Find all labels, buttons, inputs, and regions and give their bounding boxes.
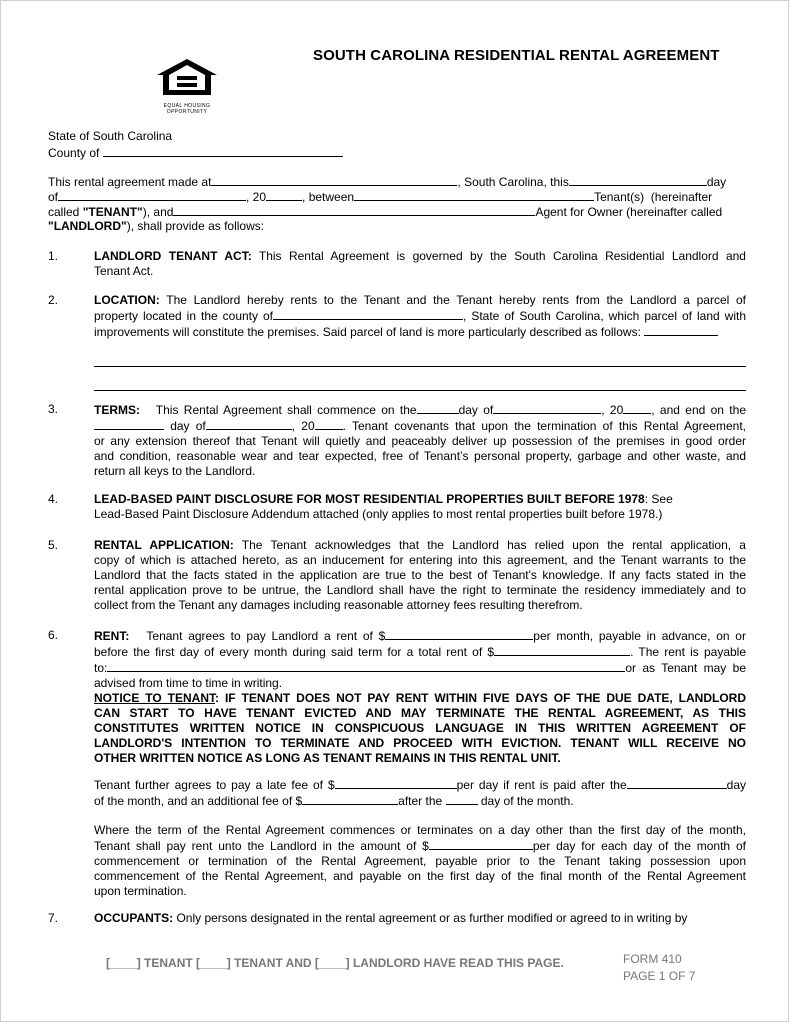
description-blank — [644, 324, 718, 336]
notice-heading: NOTICE TO TENANT — [94, 691, 215, 705]
section-number: 2. — [48, 293, 59, 307]
rent-amount-blank — [385, 628, 533, 640]
county-label: County of — [48, 146, 100, 160]
notice-text: OTHER WRITTEN NOTICE AS LONG AS TENANT REMAINS IN THIS RENTAL UNIT. — [94, 751, 561, 765]
notice-text: LANDLORD'S INTENTION TO TERMINATE AND PROCEED WITH EVICTION. TENANT WILL RECEIVE NO — [94, 736, 746, 750]
section-lead-paint — [94, 492, 746, 522]
section-text: commencement of the Rental Agreement, and payable on the first day of the final month of the Rental Agreement — [94, 869, 746, 883]
end-month-blank — [206, 418, 292, 430]
document-title: SOUTH CAROLINA RESIDENTIAL RENTAL AGREEMENT — [313, 47, 720, 64]
additional-day-blank — [446, 793, 478, 805]
intro-text: Tenant(s) — [594, 190, 645, 204]
intro-line-3 — [48, 204, 746, 220]
section-text: Lead-Based Paint Disclosure Addendum attached (only applies to most rental properties built before 1978.) — [94, 507, 663, 521]
late-fee-paragraph — [94, 777, 746, 809]
total-rent-blank — [494, 644, 630, 656]
landlord-term: "LANDLORD" — [48, 219, 127, 233]
page-number: PAGE 1 OF 7 — [623, 969, 696, 983]
section-text: day of the month. — [480, 794, 574, 808]
intro-text: of — [48, 190, 59, 204]
section-text: This Rental Agreement shall commence on the — [155, 403, 417, 417]
section-heading: TERMS: — [94, 403, 140, 417]
start-month-blank — [493, 402, 601, 414]
section-number: 6. — [48, 628, 59, 642]
section-text: and condition, reasonable wear and tear expected, free of Tenant’s personal property, garbage and other waste, and — [94, 449, 746, 463]
initials-footer: [____] TENANT [____] TENANT AND [____] LANDLORD HAVE READ THIS PAGE. — [106, 956, 564, 970]
per-day-amount-blank — [429, 838, 533, 850]
section-text: , 20 — [291, 419, 315, 433]
tenant-name-blank — [354, 189, 594, 201]
county-property-blank — [273, 308, 463, 320]
intro-text: Agent for Owner (hereinafter called — [535, 205, 723, 219]
intro-line-2 — [48, 189, 746, 205]
section-text: Only persons designated in the rental agreement or as further modified or agreed to in writing by — [176, 911, 688, 925]
intro-text: , 20 — [246, 190, 267, 204]
intro-line-4 — [48, 219, 264, 234]
equal-housing-logo — [155, 57, 219, 115]
section-text: collect from the Tenant any damages including reasonable attorney fees resulting therefrom. — [94, 598, 583, 612]
section-text: upon termination. — [94, 884, 187, 898]
section-occupants — [94, 911, 746, 926]
equal-housing-opportunity-icon — [155, 57, 219, 97]
section-text: . Tenant covenants that upon the termination of this Rental Agreement, — [342, 419, 746, 433]
day-blank — [569, 174, 707, 186]
logo-caption-line1: EQUAL HOUSING — [163, 103, 211, 109]
section-text: day — [726, 778, 746, 792]
section-text: copy of which is attached hereto, as an inducement for entering into this agreement, and the Tenant warrants to the — [94, 553, 746, 567]
payable-to-blank — [107, 660, 625, 672]
intro-text: (hereinafter — [650, 190, 713, 204]
intro-text: ), shall provide as follows: — [126, 219, 265, 233]
section-number: 4. — [48, 492, 59, 506]
section-text: , 20 — [601, 403, 624, 417]
section-heading: RENTAL APPLICATION: — [94, 538, 234, 552]
section-text: after the — [398, 794, 443, 808]
section-text: rental application prove to be untrue, the Landlord shall have the right to terminate the residency immediately and to — [94, 583, 746, 597]
section-location — [94, 293, 746, 340]
section-text: . The rent is payable — [630, 645, 747, 659]
section-text: Tenant Act. — [94, 264, 154, 278]
section-heading: LEAD-BASED PAINT DISCLOSURE FOR MOST RESIDENTIAL PROPERTIES BUILT BEFORE 1978 — [94, 492, 645, 506]
additional-fee-blank — [302, 793, 398, 805]
county-line — [48, 145, 343, 161]
section-text: This Rental Agreement is governed by the South Carolina Residential Landlord and — [258, 249, 746, 263]
intro-text: , between — [302, 190, 355, 204]
section-text: property located in the county of — [94, 309, 274, 323]
section-number: 7. — [48, 911, 59, 925]
start-day-blank — [417, 402, 459, 414]
section-text: per day for each day of the month of — [532, 839, 746, 853]
tenant-term: "TENANT" — [82, 205, 143, 219]
section-heading: OCCUPANTS: — [94, 911, 174, 925]
section-text: The Tenant acknowledges that the Landlord has relied upon the rental application, a — [241, 538, 746, 552]
section-heading: LOCATION: — [94, 293, 160, 307]
section-rental-application — [94, 538, 746, 613]
section-text: Landlord that the facts stated in the application are true to the best of Tenant's knowledge. If any facts stated in the — [94, 568, 746, 582]
prorate-paragraph — [94, 823, 746, 899]
intro-text: This rental agreement made at — [48, 175, 212, 189]
section-heading: RENT: — [94, 629, 130, 643]
section-text: improvements will constitute the premises. Said parcel of land is more particularly described as follows: — [94, 325, 641, 339]
intro-text: day — [706, 175, 727, 189]
late-day-blank — [627, 777, 727, 789]
section-text: of the month, and an additional fee of $ — [94, 794, 303, 808]
year-blank — [266, 189, 302, 201]
month-blank — [58, 189, 246, 201]
county-blank — [103, 145, 343, 157]
intro-text: ), and — [142, 205, 174, 219]
section-text: per day if rent is paid after the — [456, 778, 627, 792]
section-text: day of — [458, 403, 494, 417]
section-text: return all keys to the Landlord. — [94, 464, 256, 478]
late-fee-blank — [335, 777, 457, 789]
section-text: day of — [170, 419, 206, 433]
description-line — [94, 366, 746, 367]
section-terms — [94, 402, 746, 479]
notice-text: : IF TENANT DOES NOT PAY RENT WITHIN FIVE DAYS OF THE DUE DATE, LANDLORD — [215, 691, 746, 705]
intro-text: , South Carolina, this — [457, 175, 569, 189]
section-number: 3. — [48, 402, 59, 416]
notice-text: CONSTITUTES WRITTEN NOTICE IN CONSPICUOUS LANGUAGE IN THIS WRITTEN AGREEMENT OF — [94, 721, 746, 735]
section-text: Tenant agrees to pay Landlord a rent of $ — [146, 629, 386, 643]
section-heading: LANDLORD TENANT ACT: — [94, 249, 252, 263]
place-blank — [211, 174, 457, 186]
notice-text: CAN START TO HAVE TENANT EVICTED AND MAY TERMINATE THE RENTAL AGREEMENT, AS THIS — [94, 706, 746, 720]
form-info — [623, 951, 695, 985]
section-text: per month, payable in advance, on or — [533, 629, 746, 643]
section-text: , and end on the — [651, 403, 746, 417]
form-number: FORM 410 — [623, 952, 682, 966]
agent-name-blank — [173, 204, 535, 216]
section-text: to: — [94, 661, 108, 675]
section-text: or any extension thereof that Tenant will quietly and peaceably deliver up possession of the premises in good order — [94, 434, 746, 448]
end-year-blank — [315, 418, 343, 430]
section-text: Where the term of the Rental Agreement commences or terminates on a day other than the first day of the month, — [94, 823, 746, 837]
start-year-blank — [623, 402, 651, 414]
description-line — [94, 390, 746, 391]
section-text: commencement or termination of the Rental Agreement, payable prior to the Tenant taking possession upon — [94, 854, 746, 868]
section-text: : See — [644, 492, 673, 506]
section-text: Tenant further agrees to pay a late fee of $ — [94, 778, 335, 792]
section-text: , State of South Carolina, which parcel of land with — [463, 309, 746, 323]
intro-text: called — [48, 205, 80, 219]
section-number: 5. — [48, 538, 59, 552]
logo-caption — [155, 103, 219, 115]
section-landlord-tenant-act — [94, 249, 746, 279]
end-day-blank — [94, 418, 164, 430]
section-rent — [94, 628, 746, 766]
section-text: before the first day of every month during said term for a total rent of $ — [94, 645, 495, 659]
section-text: advised from time to time in writing. — [94, 676, 283, 690]
section-text: Tenant shall pay rent unto the Landlord in the amount of $ — [94, 839, 429, 853]
section-number: 1. — [48, 249, 59, 263]
state-line: State of South Carolina — [48, 129, 173, 143]
logo-caption-line2: OPPORTUNITY — [166, 109, 208, 115]
section-text: The Landlord hereby rents to the Tenant and the Tenant hereby rents from the Landlord a parcel of — [166, 293, 746, 307]
section-text: or as Tenant may be — [625, 661, 746, 675]
intro-line-1 — [48, 174, 742, 190]
